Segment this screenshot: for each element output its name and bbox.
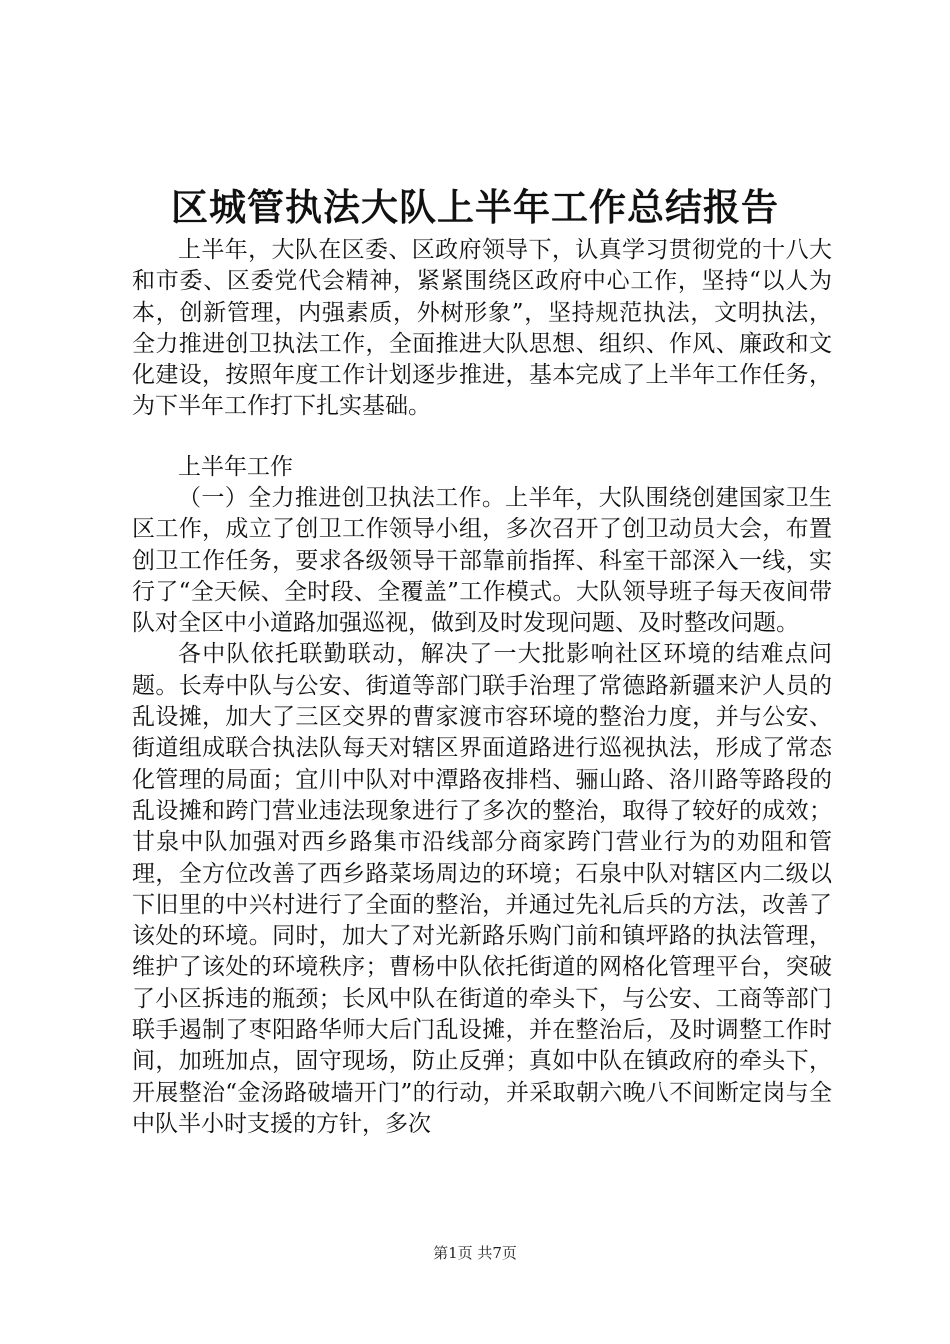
document-title: 区城管执法大队上半年工作总结报告 (171, 185, 779, 229)
section-body (132, 483, 832, 1140)
intro-section (132, 235, 832, 423)
page-number-label: 第1页 共7页 (433, 1244, 517, 1262)
intro-paragraph: 上半年，大队在区委、区政府领导下，认真学习贯彻党的十八大和市委、区委党代会精神，紧紧围绕区政府中心工作，坚持“以人为本，创新管理，内强素质，外树形象”，坚持规范执法，文明执法，全力推进创卫执法工作，全面推进大队思想、组织、作风、廉政和文化建设，按照年度工作计划逐步推进，基本完成了上半年工作任务，为下半年工作打下扎实基础。 (132, 237, 832, 420)
body-paragraph-1: （一）全力推进创卫执法工作。上半年，大队围绕创建国家卫生区工作，成立了创卫工作领导小组，多次召开了创卫动员大会，布置创卫工作任务，要求各级领导干部靠前指挥、科室干部深入一线，实行了“全天候、全时段、全覆盖”工作模式。大队领导班子每天夜间带队对全区中小道路加强巡视，做到及时发现问题、及时整改问题。 (132, 485, 832, 637)
page-footer (0, 1243, 950, 1263)
section-heading-block (132, 452, 832, 483)
body-paragraph-2: 各中队依托联勤联动，解决了一大批影响社区环境的结难点问题。长寿中队与公安、街道等部门联手治理了常德路新疆来沪人员的乱设摊，加大了三区交界的曹家渡市容环境的整治力度，并与公安、街道组成联合执法队每天对辖区界面道路进行巡视执法，形成了常态化管理的局面；宜川中队对中潭路夜排档、骊山路、洛川路等路段的乱设摊和跨门营业违法现象进行了多次的整治，取得了较好的成效；甘泉中队加强对西乡路集市沿线部分商家跨门营业行为的劝阻和管理，全方位改善了西乡路菜场周边的环境；石泉中队对辖区内二级以下旧里的中兴村进行了全面的整治，并通过先礼后兵的方法，改善了该处的环境。同时，加大了对光新路乐购门前和镇坪路的执法管理，维护了该处的环境秩序；曹杨中队依托街道的网格化管理平台，突破了小区拆违的瓶颈；长风中队在街道的牵头下，与公安、工商等部门联手遏制了枣阳路华师大后门乱设摊，并在整治后，及时调整工作时间，加班加点，固守现场，防止反弹；真如中队在镇政府的牵头下，开展整治“金汤路破墙开门”的行动，并采取朝六晚八不间断定岗与全中队半小时支援的方针，多次 (132, 641, 832, 1137)
section-heading: 上半年工作 (178, 454, 293, 480)
